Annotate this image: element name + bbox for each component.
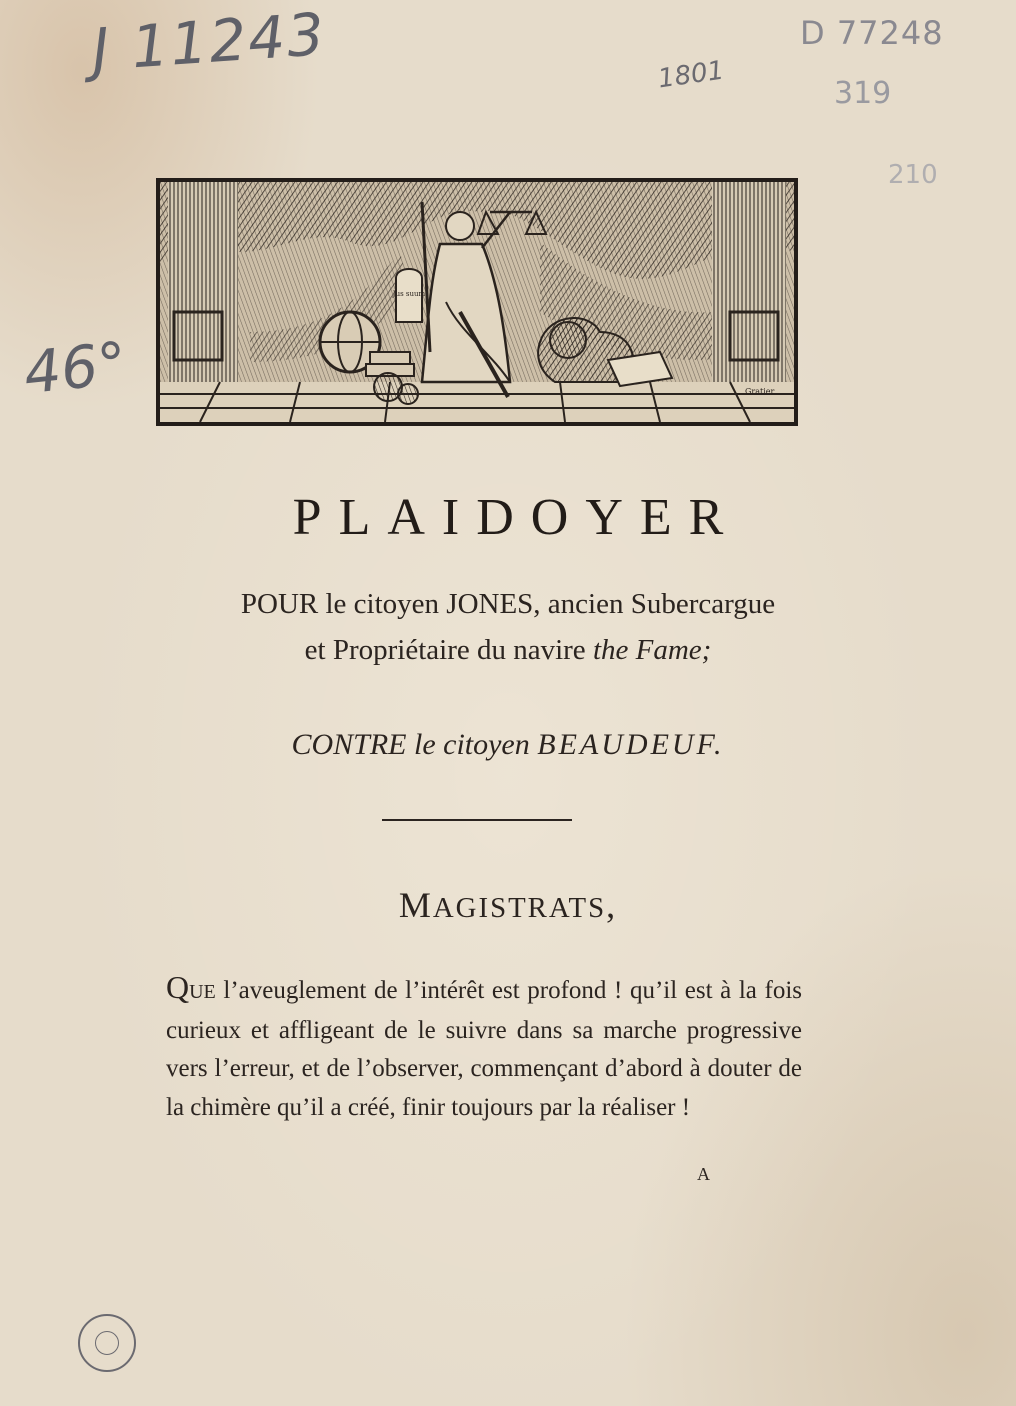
- pour-prefix: POUR: [240, 588, 319, 620]
- proprietor-end: ;: [701, 634, 712, 666]
- contre-text: le citoyen: [406, 728, 538, 761]
- para-body: l’aveuglement de l’intérêt est profond ! qu’il est à la fois curieux et affligeant de le suivre dans sa marche progressive vers l’erreur, et de l’observer, commençant d’abord à douter de la chimère qu’il a créé, finir toujours par la réaliser !: [166, 977, 802, 1121]
- document-title: PLAIDOYER: [292, 489, 741, 546]
- stamp-inner-ring: [95, 1331, 119, 1355]
- para-initial-rest: UE: [189, 981, 216, 1003]
- engraver-signature: Gratier: [745, 387, 775, 396]
- number-319-annotation: 319: [834, 76, 892, 111]
- salutation-initial: M: [398, 885, 433, 925]
- pour-line: [0, 588, 1016, 621]
- year-annotation: 1801: [656, 55, 726, 95]
- salutation-rest: AGISTRATS: [432, 892, 607, 924]
- pour-rest: , ancien Subercargue: [533, 588, 776, 620]
- ship-name: the Fame: [592, 634, 702, 666]
- plaintiff-name: JONES: [446, 588, 534, 620]
- call-number-annotation: J 11243: [89, 0, 329, 85]
- number-46-annotation: 46°: [20, 328, 131, 408]
- para-initial: Q: [166, 969, 190, 1005]
- defendant-name: BEAUDEUF.: [537, 728, 725, 761]
- library-stamp: [78, 1314, 136, 1372]
- section-divider: [382, 819, 572, 821]
- number-210-annotation: 210: [888, 160, 938, 190]
- contre-line: [0, 728, 1016, 762]
- pour-text: le citoyen: [318, 588, 447, 620]
- opening-paragraph: [166, 968, 802, 1127]
- proprietor-line: [0, 634, 1016, 667]
- engraving-justice-vignette: [156, 178, 798, 426]
- salutation-end: ,: [606, 885, 618, 925]
- contre-prefix: CONTRE: [291, 728, 407, 761]
- engraving-illustration: [160, 182, 794, 422]
- signature-mark: A: [697, 1164, 710, 1184]
- salutation: [0, 884, 1016, 926]
- shelf-mark-annotation: D 77248: [800, 14, 944, 52]
- proprietor-text: et Propriétaire du navire: [304, 634, 593, 666]
- tablet-text: Jus suum: [392, 290, 426, 298]
